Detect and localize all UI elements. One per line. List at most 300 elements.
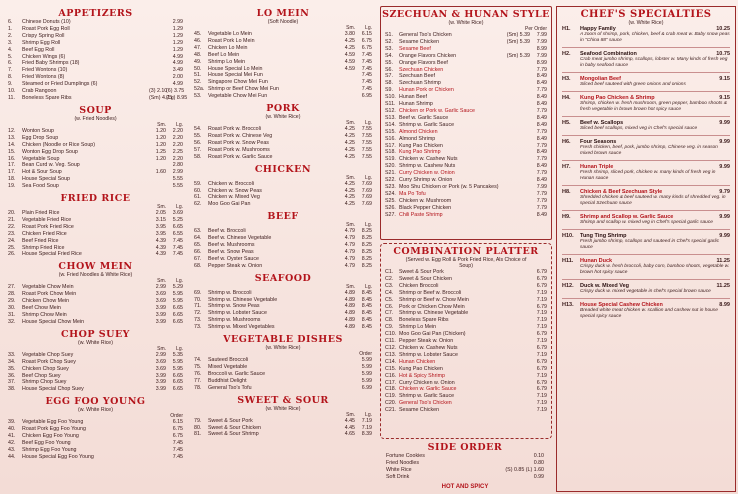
combo-item: [385, 276, 547, 283]
item-number: 28.: [8, 291, 16, 298]
menu-item: [194, 297, 372, 304]
item-number: 70.: [194, 296, 202, 303]
section-subtitle: (Served w. Egg Roll & Pork Fried Rice, Als Choice of Soup): [405, 257, 527, 269]
menu-item: [8, 142, 183, 149]
menu-item: [8, 440, 183, 447]
item-name: Roast Pork w. Broccoli: [208, 126, 261, 133]
item-description: Crispy duck w. fresh broccoli, baby corn, bamboo shoots, vegetable w. brown hot spicy sauce: [580, 264, 730, 275]
menu-item: [8, 183, 183, 190]
item-number: 41.: [8, 433, 16, 440]
size-large-label: Order: [359, 351, 372, 358]
item-number: 80.: [194, 424, 202, 431]
item-number: H2.: [562, 51, 571, 57]
item-number: S27.: [385, 211, 396, 218]
item-price-small: 3.99: [155, 386, 166, 393]
item-name: Sweet & Sour Chicken: [399, 275, 452, 282]
item-price-small: 4.59: [344, 65, 355, 72]
size-large-label: Lg.: [365, 120, 372, 127]
item-name: Chicken Fried Rice: [22, 230, 67, 237]
item-number: 61.: [194, 194, 202, 201]
item-number: 23.: [8, 230, 16, 237]
menu-item: [8, 217, 183, 224]
section-subtitle: (Soft Noodle): [267, 19, 299, 25]
item-price-large: 2.00: [172, 74, 183, 81]
section-title: LO MEIN: [256, 8, 310, 19]
size-large-label: Lg.: [365, 283, 372, 290]
item-price-large: 4.99: [172, 60, 183, 67]
item-name: Hunan Chicken: [399, 358, 436, 365]
item-number: 40.: [8, 426, 16, 433]
item-number: H4.: [562, 95, 571, 101]
item-price: 8.49: [536, 211, 547, 218]
menu-item: [194, 140, 372, 147]
divider: [562, 254, 730, 255]
menu-item: [8, 305, 183, 312]
item-number: C8.: [385, 317, 394, 324]
item-name: Hot & Sour Soup: [22, 169, 62, 176]
item-price-small: [500, 191, 530, 198]
item-name: Beef Egg Foo Young: [22, 439, 71, 446]
item-number: S14.: [385, 121, 396, 128]
item-price-large: (6) 3.75: [166, 88, 185, 95]
item-price-small: 4.89: [344, 310, 355, 317]
item-price-small: 4.59: [344, 51, 355, 58]
item-price-small: [500, 143, 530, 150]
combo-item: [385, 386, 547, 393]
item-number: 68.: [194, 262, 202, 269]
menu-section: [194, 273, 372, 331]
item-price-small: [500, 177, 530, 184]
item-price-small: [500, 115, 530, 122]
item-price-large: 6.15: [172, 419, 183, 426]
item-description: Fresh jumbo shrimp, scallops and sauteed in Chef's special garlic sauce: [580, 239, 720, 250]
item-name: Sesame Beef: [399, 45, 431, 52]
item-name: Roast Pork w. Garlic Sauce: [208, 153, 273, 160]
item-price: 11.25: [716, 258, 730, 264]
item-price-small: [149, 454, 166, 461]
item-price-small: (Sm) 4.75: [149, 94, 173, 101]
menu-item: [385, 80, 547, 87]
item-number: S4.: [385, 52, 393, 59]
item-price: 10.75: [716, 51, 730, 57]
item-number: 26.: [8, 251, 16, 258]
item-price-large: 3.69: [172, 210, 183, 217]
combo-item: [385, 269, 547, 276]
item-number: 73.: [194, 324, 202, 331]
item-price: 6.79: [536, 386, 547, 393]
menu-item: [194, 431, 372, 438]
item-number: 36.: [8, 372, 16, 379]
combo-item: [385, 400, 547, 407]
item-number: S2.: [385, 38, 393, 45]
item-price-small: 3.99: [155, 379, 166, 386]
item-number: 74.: [194, 357, 202, 364]
item-number: C15.: [385, 365, 397, 372]
item-name: Crab Rangoon: [22, 88, 57, 95]
menu-item: [194, 79, 372, 86]
item-price-large: 6.55: [172, 230, 183, 237]
item-price-large: 2.20: [172, 127, 183, 134]
item-name: Chicken w. Cashew Nuts: [399, 156, 458, 163]
item-number: 66.: [194, 248, 202, 255]
menu-section: [8, 193, 183, 258]
item-price: 8.99: [719, 302, 730, 308]
size-small-label: Sm.: [346, 222, 355, 229]
menu-item: [8, 245, 183, 252]
item-price-small: [338, 385, 355, 392]
item-number: 72.: [194, 310, 202, 317]
item-price-small: [149, 162, 166, 169]
item-price-small: [149, 176, 166, 183]
section-subtitle: (w. Fried Noodles): [74, 115, 117, 122]
menu-item: [385, 46, 547, 53]
menu-item: [194, 154, 372, 161]
item-price: 9.99: [719, 120, 730, 126]
item-name: Kung Pao Chicken & Shrimp: [580, 95, 655, 101]
item-name: Boneless Spare Ribs: [22, 94, 72, 101]
item-price-small: [500, 101, 530, 108]
item-number: 39.: [8, 419, 16, 426]
item-name: Shrimp Fried Rice: [22, 244, 65, 251]
item-price-large: 8.25: [361, 228, 372, 235]
item-price: 6.79: [536, 365, 547, 372]
item-price-large: 6.75: [361, 44, 372, 51]
item-name: Almond Shrimp: [399, 135, 436, 142]
size-small-label: Sm.: [157, 345, 166, 352]
item-name: Sesame Chicken: [399, 38, 440, 45]
menu-item: [194, 263, 372, 270]
combo-item: [385, 338, 547, 345]
item-name: Beef w. Broccoli: [208, 228, 246, 235]
item-price-large: 7.45: [172, 244, 183, 251]
item-price-small: [149, 440, 166, 447]
item-name: Szechuan Beef: [399, 73, 435, 80]
section-subtitle: (w. White Rice): [265, 345, 301, 352]
item-name: Sea Food Soup: [22, 183, 59, 190]
item-name: Chicken & Beef Szechuan Style: [580, 189, 663, 195]
item-name: Steamed or Fried Dumplings (6): [22, 81, 98, 88]
item-price: 7.19: [536, 310, 547, 317]
item-number: S13.: [385, 114, 396, 121]
item-number: 79.: [194, 417, 202, 424]
item-number: 49.: [194, 58, 202, 65]
menu-item: [8, 210, 183, 217]
item-number: 76.: [194, 370, 202, 377]
item-price: 9.99: [719, 233, 730, 239]
item-number: S1.: [385, 32, 393, 38]
menu-item: [385, 212, 547, 219]
item-price-large: 5.95: [172, 365, 183, 372]
item-price-small: [500, 184, 530, 191]
menu-item: [385, 60, 547, 67]
item-price: (S) 0.85 (L) 1.60: [505, 466, 544, 473]
item-number: C4.: [385, 289, 394, 296]
section-title: PORK: [266, 103, 300, 115]
item-name: Curry Shrimp w. Onion: [399, 177, 453, 184]
item-description: Sliced beef sauteed with green onions and onions: [580, 82, 686, 87]
item-price: 7.19: [536, 351, 547, 358]
item-number: 75.: [194, 364, 202, 370]
item-price-large: 1.29: [172, 46, 183, 53]
item-price-large: 8.25: [361, 248, 372, 255]
item-name: Wonton Egg Drop Soup: [22, 148, 78, 155]
item-price-small: [500, 94, 530, 101]
item-price-large: 6.65: [172, 318, 183, 325]
item-number: 6.: [8, 60, 13, 67]
menu-item: [194, 126, 372, 133]
item-price-large: 5.29: [172, 284, 183, 291]
menu-item: [385, 149, 547, 156]
item-price-small: [338, 79, 355, 86]
section-subtitle: (w. Fried Noodles & White Rice): [58, 272, 133, 279]
item-number: C11.: [385, 338, 396, 345]
item-description: Sliced beef scallops, mixed veg in Chef's special sauce: [580, 126, 698, 131]
item-price-large: 2.25: [172, 148, 183, 155]
item-price: 8.49: [536, 80, 547, 87]
item-price-large: 7.45: [172, 446, 183, 453]
item-price-large: 4.99: [172, 53, 183, 60]
menu-item: [385, 115, 547, 122]
menu-item: [8, 88, 183, 95]
section-title: SOUP: [79, 104, 112, 116]
item-name: Pepper Steak w. Onion: [399, 338, 454, 345]
item-price: 8.49: [536, 101, 547, 108]
item-number: 53.: [194, 93, 202, 100]
item-price: 8.49: [536, 163, 547, 170]
item-price-small: 3.99: [155, 305, 166, 312]
item-name: Chicken w. Snow Peas: [208, 187, 262, 194]
menu-item: [8, 33, 183, 40]
item-number: C16.: [385, 372, 397, 379]
item-price-large: 2.80: [172, 162, 183, 169]
item-number: C10.: [385, 331, 397, 338]
menu-item: [194, 371, 372, 378]
item-price-large: 6.65: [172, 305, 183, 312]
item-price-large: 6.65: [172, 386, 183, 393]
item-name: Duck w. Mixed Veg: [580, 283, 630, 289]
item-price-small: [149, 183, 166, 190]
item-price-large: 7.55: [361, 132, 372, 139]
divider: [562, 210, 730, 211]
item-price-small: 3.69: [155, 358, 166, 365]
item-price-small: [338, 378, 355, 385]
item-number: 21.: [8, 216, 16, 223]
menu-column-left: [8, 6, 188, 464]
item-price-small: 4.79: [344, 235, 355, 242]
item-price-small: 4.89: [344, 303, 355, 310]
section-subtitle: (w. White Rice): [265, 114, 301, 121]
item-price-large: 7.55: [361, 126, 372, 133]
item-price: 10.25: [716, 26, 730, 32]
szechuan-hunan-section: [380, 6, 552, 240]
section-subtitle: (w. White Rice): [628, 20, 664, 26]
menu-item: [8, 433, 183, 440]
item-name: Tung Ting Shrimp: [580, 233, 627, 239]
combination-platter-section: [380, 243, 552, 439]
menu-item: [194, 38, 372, 45]
item-name: Szechuan Chicken: [399, 66, 444, 73]
item-description: Fresh shrimp, sliced pork, chicken w. many kinds of fresh veg in Hunan sauce: [580, 170, 716, 181]
item-name: Almond Chicken: [399, 128, 438, 135]
item-name: General Tso's Tofu: [208, 384, 252, 391]
item-price-large: 3.49: [172, 67, 183, 74]
item-price-large: 6.75: [361, 37, 372, 44]
item-name: Hunan Beef: [399, 94, 427, 101]
item-name: Chicken w. Broccoli: [208, 180, 254, 187]
item-name: Chicken w. Cashew Nuts: [399, 344, 458, 351]
item-price: 6.79: [536, 303, 547, 310]
item-description: Fresh chicken, beef, pork, jumbo shrimp, Chinese veg. in season mixed brown sauce: [580, 145, 718, 156]
item-number: H13.: [562, 302, 574, 308]
item-price-large: 7.45: [361, 58, 372, 65]
item-name: Moo Goo Gai Pan: [208, 201, 251, 208]
item-name: Shrimp w. Chinese Vegetable: [399, 310, 469, 317]
item-price-large: 5.99: [361, 377, 372, 384]
item-name: Fried Noodles: [386, 459, 419, 466]
combo-item: [385, 310, 547, 317]
menu-item: [8, 74, 183, 81]
menu-item: [8, 319, 183, 326]
menu-item: [194, 378, 372, 385]
combo-item: [385, 373, 547, 380]
menu-item: [8, 19, 183, 26]
menu-item: [8, 238, 183, 245]
item-number: 3.: [8, 39, 13, 46]
item-description: Crispy duck w. mixed vegetable in chef's special brown sauce: [580, 289, 711, 294]
item-number: H7.: [562, 164, 571, 170]
item-price: 7.79: [536, 204, 547, 211]
item-number: 11.: [8, 94, 15, 101]
item-number: H12.: [562, 283, 574, 289]
item-number: 78.: [194, 384, 202, 391]
item-price-large: 7.19: [361, 417, 372, 424]
item-number: C20.: [385, 400, 397, 407]
item-name: House Special Soup: [22, 176, 70, 183]
item-price: 8.49: [536, 135, 547, 142]
item-number: 15.: [8, 148, 16, 155]
item-price-small: [500, 170, 530, 177]
item-number: 7.: [8, 67, 13, 74]
item-number: 10.: [8, 88, 16, 95]
item-number: 25.: [8, 244, 16, 251]
menu-item: [8, 67, 183, 74]
item-price-small: [149, 433, 166, 440]
item-number: 52.: [194, 79, 202, 86]
item-price-large: 7.45: [172, 453, 183, 460]
item-number: C6.: [385, 303, 394, 310]
menu-section: [8, 105, 183, 190]
item-price-small: 4.25: [344, 44, 355, 51]
item-name: Soft Drink: [386, 473, 410, 480]
size-small-label: Sm.: [157, 121, 166, 128]
menu-item: [194, 385, 372, 392]
menu-item: [385, 67, 547, 74]
item-number: 30.: [8, 305, 16, 312]
item-number: 29.: [8, 298, 16, 305]
item-price-small: [149, 74, 166, 81]
section-title: CHICKEN: [254, 163, 312, 175]
item-price-large: 6.15: [361, 31, 372, 37]
item-name: Beef Lo Mein: [208, 51, 240, 58]
section-title: FRIED RICE: [60, 193, 131, 205]
item-number: 58.: [194, 153, 202, 160]
item-name: Kung Pao Chicken: [399, 365, 443, 372]
item-description: Breaded white meat chicken w. scallion and cashew nut in house special spicy sauce: [580, 308, 718, 319]
divider: [562, 72, 730, 73]
item-name: Beef w. Scallops: [580, 120, 624, 126]
item-price: 0.10: [533, 453, 544, 459]
item-number: 56.: [194, 139, 202, 146]
size-small-label: Sm.: [157, 278, 166, 285]
item-price-large: 1.29: [172, 25, 183, 32]
combo-item: [385, 324, 547, 331]
menu-section: [8, 396, 183, 460]
item-price-large: 5.35: [172, 351, 183, 358]
item-number: S22.: [385, 177, 396, 184]
item-price-small: 1.25: [155, 148, 166, 155]
item-price-small: (Sm) 5.39: [506, 38, 530, 45]
menu-item: [8, 40, 183, 47]
combo-item: [385, 380, 547, 387]
item-number: 16.: [8, 155, 16, 162]
item-name: Pepper Steak w. Onion: [208, 262, 263, 269]
item-price-large: 5.99: [361, 357, 372, 364]
item-price: 6.79: [536, 331, 547, 338]
item-price: 7.19: [536, 317, 547, 324]
item-price: 7.99: [536, 38, 547, 45]
menu-section: [8, 329, 183, 393]
menu-item: [194, 147, 372, 154]
menu-section: [8, 8, 188, 102]
item-name: House Special Mei Fun: [208, 72, 263, 79]
item-price-large: 7.45: [361, 65, 372, 72]
item-number: 44.: [8, 453, 16, 460]
item-price: 8.99: [536, 59, 547, 66]
item-price-small: [149, 426, 166, 433]
item-name: Chicken Chow Mein: [22, 298, 70, 305]
item-name: House Special Chop Suey: [22, 386, 84, 393]
menu-item: [385, 129, 547, 136]
item-name: Vegetable Chow Mein: [22, 284, 74, 291]
item-number: C19.: [385, 393, 397, 400]
menu-item: [385, 122, 547, 129]
menu-item: [8, 224, 183, 231]
item-price: 7.79: [536, 170, 547, 177]
item-price: 7.99: [536, 183, 547, 190]
item-price-small: 4.89: [344, 296, 355, 303]
item-price-large: 2.20: [172, 141, 183, 148]
item-price-large: 7.45: [172, 251, 183, 258]
item-price-small: 3.15: [155, 216, 166, 223]
item-number: 19.: [8, 183, 16, 190]
item-price: 7.19: [536, 400, 547, 407]
item-price-small: 3.69: [155, 298, 166, 305]
item-name: Curry Chicken w. Onion: [399, 170, 455, 177]
menu-item: [8, 454, 183, 461]
item-name: Shrimp w. Mushrooms: [208, 317, 261, 324]
item-number: S7.: [385, 73, 393, 80]
side-item: [386, 453, 544, 460]
item-name: Kung Pao Chicken: [399, 142, 443, 149]
item-number: C7.: [385, 310, 394, 317]
item-price-large: 8.45: [361, 289, 372, 296]
menu-item: [8, 231, 183, 238]
item-price-small: [500, 136, 530, 143]
hot-and-spicy-note: HOT AND SPICY: [441, 483, 489, 490]
item-number: C17.: [385, 379, 397, 386]
section-title: EGG FOO YOUNG: [45, 396, 146, 408]
item-price-large: 5.95: [172, 358, 183, 365]
